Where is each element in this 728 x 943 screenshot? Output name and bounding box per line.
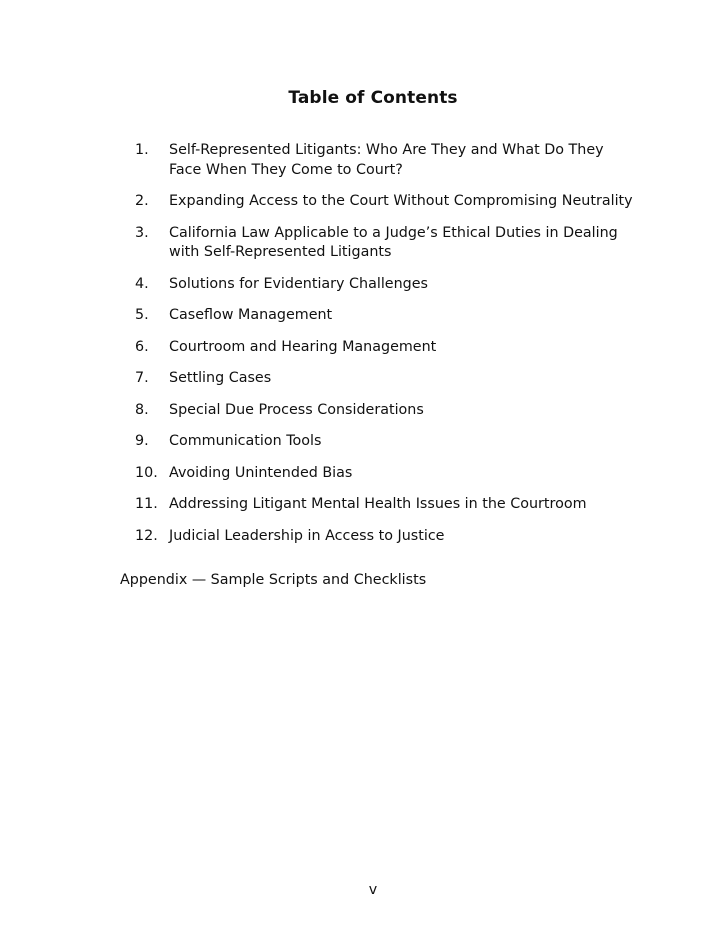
- toc-item-text: Self-Represented Litigants: Who Are They and What Do They Face When They Come to Court?: [169, 142, 604, 178]
- toc-item-number: 6.: [135, 338, 149, 355]
- toc-item-number: 1.: [135, 142, 149, 158]
- toc-item-number: 12.: [135, 527, 158, 544]
- page-title: Table of Contents: [288, 88, 458, 108]
- toc-item-text: Solutions for Evidentiary Challenges: [169, 275, 428, 292]
- toc-item: [120, 432, 640, 452]
- toc-item-text: Avoiding Unintended Bias: [169, 464, 353, 481]
- toc-item-number: 5.: [135, 307, 149, 323]
- toc-item-text: Special Due Process Considerations: [169, 401, 424, 418]
- toc-item-number: 3.: [135, 224, 149, 241]
- toc-item-number: 9.: [135, 433, 149, 449]
- toc-item: [120, 306, 640, 326]
- toc-item-text: Addressing Litigant Mental Health Issues in the Courtroom: [169, 496, 587, 512]
- toc-item: [120, 141, 640, 180]
- toc-item: [120, 527, 640, 547]
- toc-item: [120, 275, 640, 295]
- page-number: v: [368, 882, 378, 898]
- toc-item: [120, 192, 640, 212]
- toc-item-number: 8.: [135, 401, 149, 418]
- toc-list: [120, 141, 640, 558]
- toc-item: [120, 369, 640, 389]
- toc-item-text: California Law Applicable to a Judge’s Ethical Duties in Dealing with Self-Represented Litigants: [169, 224, 618, 260]
- toc-item-text: Courtroom and Hearing Management: [169, 338, 437, 355]
- toc-item-number: 2.: [135, 193, 149, 209]
- toc-item-number: 7.: [135, 370, 149, 386]
- toc-item-text: Caseflow Management: [169, 307, 333, 323]
- toc-item: [120, 495, 640, 515]
- toc-item-number: 10.: [135, 464, 158, 481]
- toc-item-text: Settling Cases: [169, 370, 272, 386]
- toc-appendix: Appendix — Sample Scripts and Checklists: [120, 572, 427, 588]
- toc-item: [120, 401, 640, 421]
- toc-item-number: 11.: [135, 496, 158, 512]
- toc-item: [120, 464, 640, 484]
- toc-item-number: 4.: [135, 275, 149, 292]
- toc-item-text: Communication Tools: [169, 433, 322, 449]
- toc-item: [120, 338, 640, 358]
- toc-item-text: Judicial Leadership in Access to Justice: [169, 527, 445, 544]
- toc-item: [120, 224, 640, 263]
- toc-item-text: Expanding Access to the Court Without Compromising Neutrality: [169, 193, 633, 209]
